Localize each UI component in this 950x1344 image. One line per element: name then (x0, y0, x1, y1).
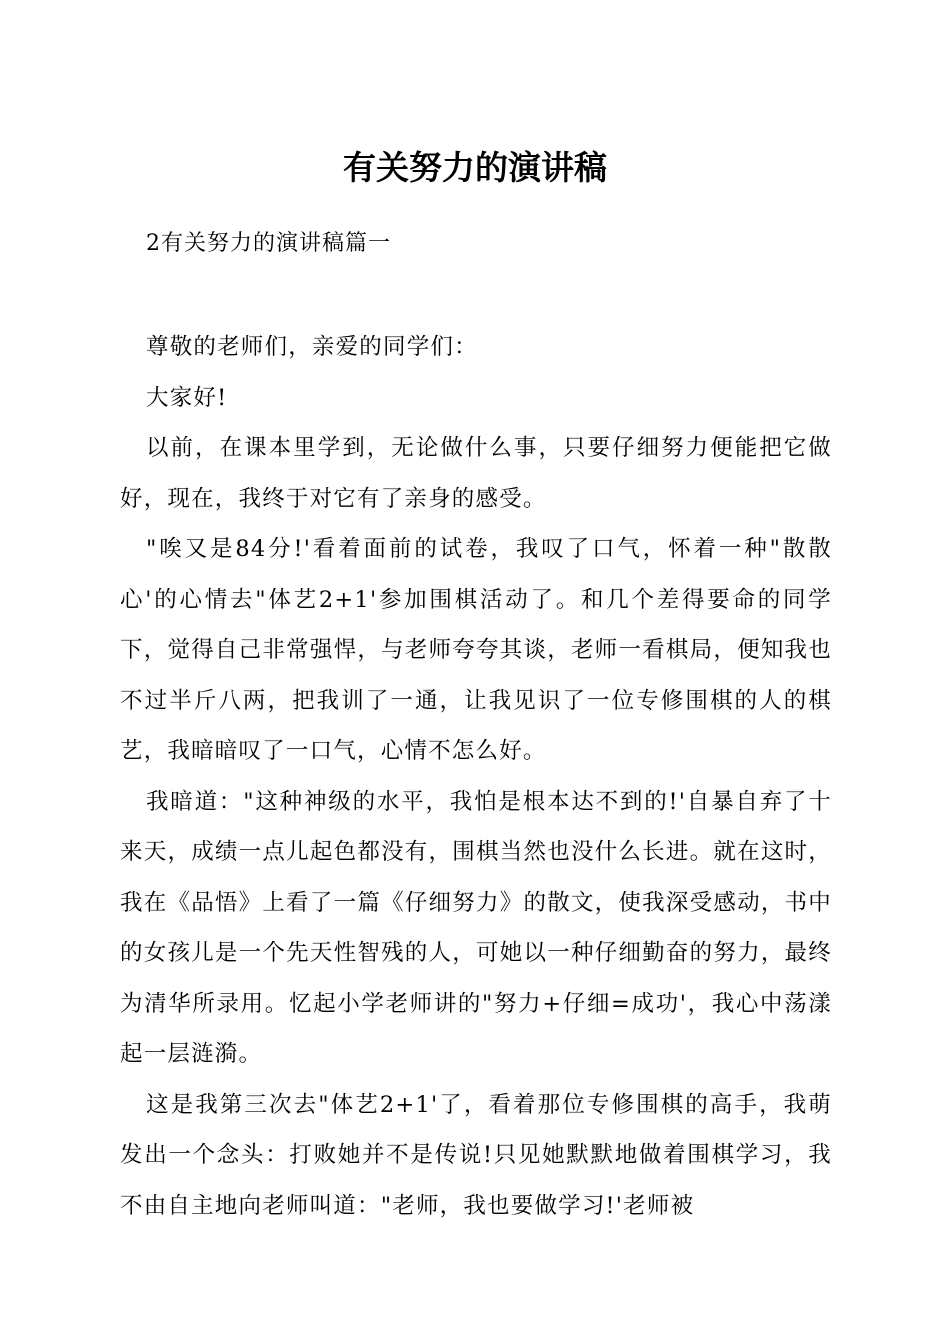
paragraph: 以前，在课本里学到，无论做什么事，只要仔细努力便能把它做好，现在，我终于对它有了亲身的感受。 (120, 435, 832, 512)
document-body (120, 322, 832, 1231)
paragraph-greeting: 大家好! (146, 384, 228, 411)
document-title: 有关努力的演讲稿 (343, 148, 607, 187)
paragraph-salutation: 尊敬的老师们，亲爱的同学们： (146, 334, 478, 360)
document-subtitle: 2有关努力的演讲稿篇一 (146, 231, 391, 256)
paragraph: "唉又是84分!'看着面前的试卷，我叹了口气，怀着一种"散散心'的心情去"体艺2+1'参加围棋活动了。和几个差得要命的同学下，觉得自己非常强悍，与老师夸夸其谈，老师一看棋局，便知我也不过半斤八两，把我训了一通，让我见识了一位专修围棋的人的棋艺，我暗暗叹了一口气，心情不怎么好。 (120, 536, 832, 764)
paragraph: 我暗道："这种神级的水平，我怕是根本达不到的!'自暴自弃了十来天，成绩一点儿起色都没有，围棋当然也没什么长进。就在这时，我在《品悟》上看了一篇《仔细努力》的散文，使我深受感动，书中的女孩儿是一个先天性智残的人，可她以一种仔细勤奋的努力，最终为清华所录用。忆起小学老师讲的"努力+仔细=成功'，我心中荡漾起一层涟漪。 (120, 788, 832, 1067)
paragraph: 这是我第三次去"体艺2+1'了，看着那位专修围棋的高手，我萌发出一个念头：打败她并不是传说!只见她默默地做着围棋学习，我不由自主地向老师叫道："老师，我也要做学习!'老师被 (120, 1091, 832, 1219)
